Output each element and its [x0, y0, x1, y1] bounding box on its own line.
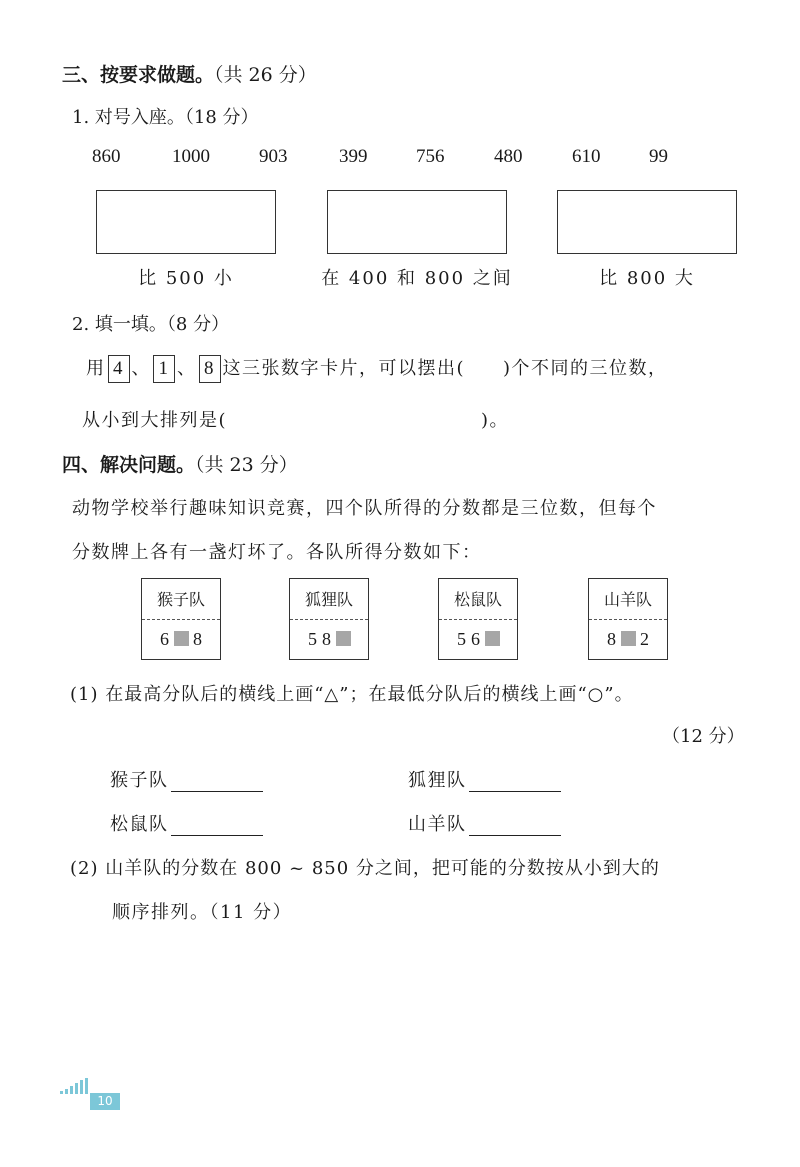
score-display: [142, 629, 220, 650]
answer-line[interactable]: [469, 772, 561, 792]
blank-label: 狐狸队: [408, 770, 467, 791]
q2-line-2: [82, 406, 509, 432]
blank-label: 松鼠队: [110, 814, 169, 835]
answer-box-greater-than-800[interactable]: [557, 190, 737, 254]
team-name: 狐狸队: [304, 590, 353, 609]
team-name: 山羊队: [603, 590, 652, 609]
section-4-heading: [62, 450, 298, 477]
number-item: 756: [416, 146, 445, 167]
broken-lamp-icon: [174, 631, 189, 646]
digit: 5: [457, 629, 466, 649]
part-1-text: (1) 在最高分队后的横线上画“△”；在最低分队后的横线上画“○”。: [70, 684, 634, 705]
number-item: 99: [649, 146, 668, 167]
number-card: 1: [153, 355, 175, 383]
part-2-line-2: 顺序排列。（11 分）: [112, 902, 293, 923]
number-item: 860: [92, 146, 121, 167]
number-card: 4: [108, 355, 130, 383]
number-item: 903: [259, 146, 288, 167]
problem-line-1: 动物学校举行趣味知识竞赛，四个队所得的分数都是三位数，但每个: [72, 498, 657, 519]
score-card-goat: [588, 578, 668, 660]
number-item: 399: [339, 146, 368, 167]
score-card-squirrel: [438, 578, 518, 660]
blank-row-monkey: [110, 766, 263, 792]
number-item: 610: [572, 146, 601, 167]
score-display: [290, 629, 368, 650]
score-card-fox: [289, 578, 369, 660]
part-1-points: （12 分）: [662, 726, 745, 747]
section-3-points: （共 26 分）: [214, 64, 317, 86]
number-card: 8: [199, 355, 221, 383]
q2-mid-text: 这三张数字卡片，可以摆出(: [222, 358, 466, 379]
team-name: 猴子队: [156, 590, 205, 609]
section-3-heading: [62, 60, 317, 87]
q2-line2-suffix: )。: [481, 410, 510, 431]
problem-line-2: 分数牌上各有一盏灯坏了。各队所得分数如下：: [72, 542, 482, 563]
dashed-divider: [142, 619, 220, 620]
broken-lamp-icon: [485, 631, 500, 646]
page-number: 10: [90, 1093, 120, 1110]
number-item: 480: [494, 146, 523, 167]
answer-line[interactable]: [171, 816, 263, 836]
score-card-monkey: [141, 578, 221, 660]
digit: 8: [322, 629, 331, 649]
blank-row-fox: [408, 766, 561, 792]
digit: 8: [193, 629, 202, 649]
answer-box-less-than-500[interactable]: [96, 190, 276, 254]
answer-line[interactable]: [469, 816, 561, 836]
section-4-points: （共 23 分）: [195, 454, 298, 476]
score-display: [439, 629, 517, 650]
separator: 、: [131, 358, 151, 379]
digit: 6: [471, 629, 480, 649]
number-item: 1000: [172, 146, 210, 167]
section-3-title: 三、按要求做题。: [62, 64, 215, 86]
q1-title: 1. 对号入座。（18 分）: [72, 107, 259, 128]
answer-box-between-400-800[interactable]: [327, 190, 507, 254]
q2-title: 2. 填一填。（8 分）: [72, 314, 230, 335]
score-display: [589, 629, 667, 650]
digit: 2: [640, 629, 649, 649]
digit: 6: [160, 629, 169, 649]
section-4-title: 四、解决问题。: [62, 454, 196, 476]
dashed-divider: [439, 619, 517, 620]
q2-line2-prefix: 从小到大排列是(: [82, 410, 228, 431]
blank-label: 猴子队: [110, 770, 169, 791]
q2-prefix: 用: [86, 358, 106, 379]
separator: 、: [177, 358, 197, 379]
digit: 5: [308, 629, 317, 649]
part-2-line-1: (2) 山羊队的分数在 800 ~ 850 分之间，把可能的分数按从小到大的: [70, 858, 660, 879]
box-label: 比 800 大: [599, 268, 695, 289]
blank-row-squirrel: [110, 810, 263, 836]
box-label: 比 500 小: [138, 268, 234, 289]
dashed-divider: [290, 619, 368, 620]
team-name: 松鼠队: [453, 590, 502, 609]
answer-line[interactable]: [171, 772, 263, 792]
q2-line-1: [86, 354, 668, 383]
box-label: 在 400 和 800 之间: [321, 268, 513, 289]
blank-label: 山羊队: [408, 814, 467, 835]
blank-row-goat: [408, 810, 561, 836]
broken-lamp-icon: [621, 631, 636, 646]
digit: 8: [607, 629, 616, 649]
dashed-divider: [589, 619, 667, 620]
broken-lamp-icon: [336, 631, 351, 646]
q2-suffix-text: )个不同的三位数，: [503, 358, 668, 379]
